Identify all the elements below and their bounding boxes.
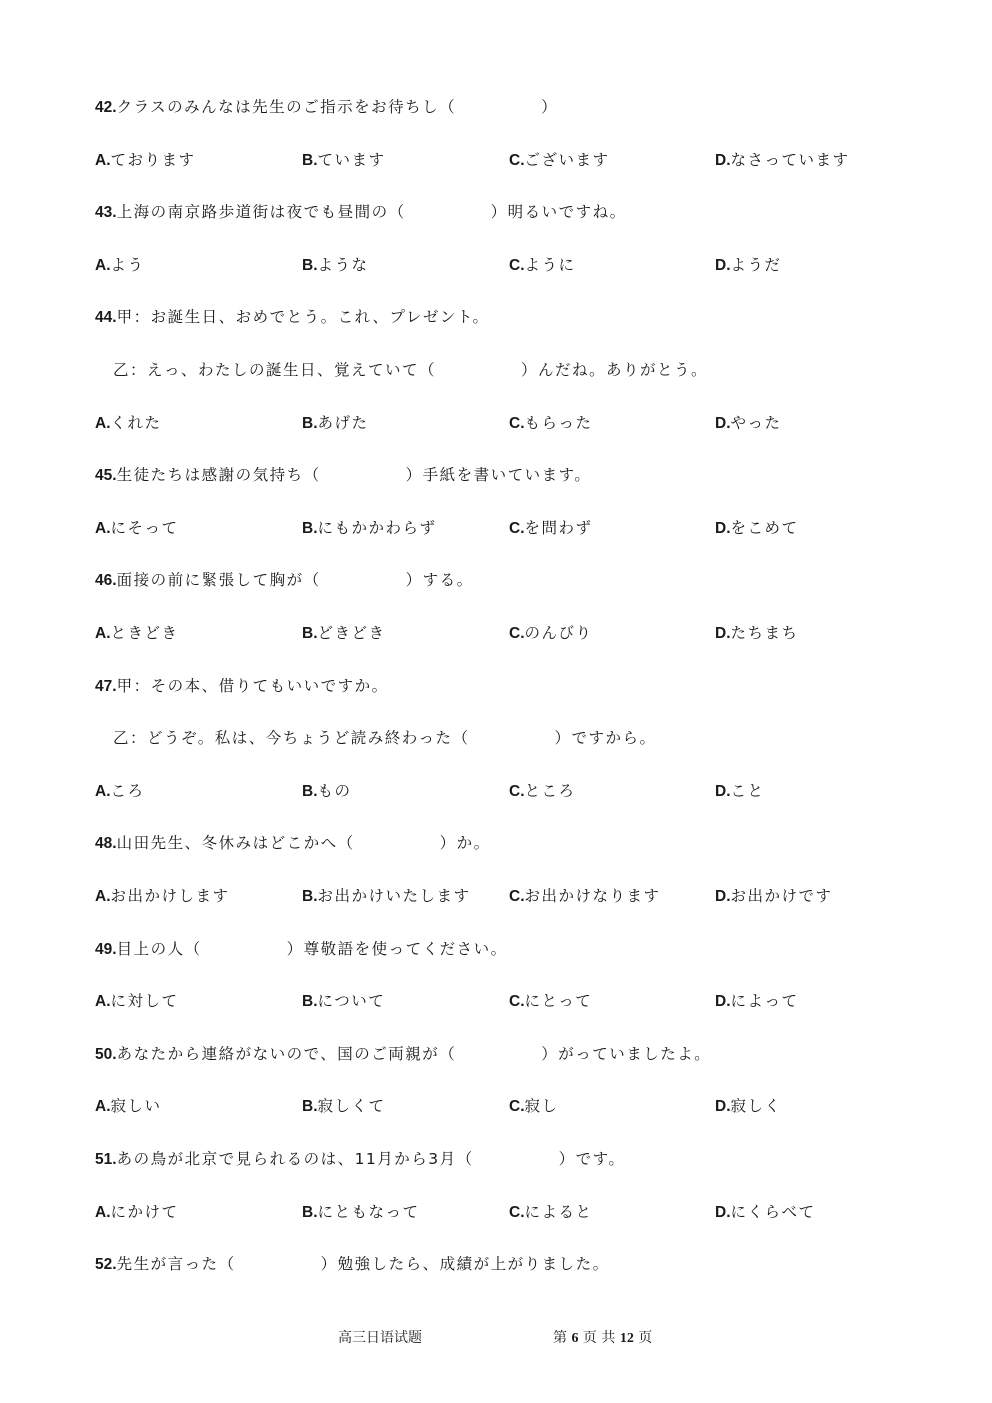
option-text: ような [317,256,369,274]
option-letter: D. [715,415,731,432]
option-text: 寂し [524,1097,559,1115]
option-d [715,255,782,276]
option-letter: C. [509,993,525,1010]
option-c [509,991,592,1012]
option-text: 寂しい [110,1097,162,1115]
option-b [302,1096,386,1117]
option-letter: B. [302,1204,318,1221]
question-number: 49. [95,941,117,958]
option-letter: A. [95,1098,111,1115]
footer-page-total: 12 [619,1331,634,1346]
footer-page-prefix: 第 [553,1330,567,1346]
question-10 [95,1254,610,1275]
option-b [302,1202,420,1223]
option-text: にもかかわらず [317,519,437,537]
question-number: 52. [95,1256,117,1273]
option-letter: D. [715,257,731,274]
option-text: を問わず [524,519,593,537]
option-b [302,623,386,644]
option-letter: C. [509,783,525,800]
option-letter: D. [715,625,731,642]
option-c [509,255,576,276]
option-text: によって [730,992,799,1010]
option-text: 寂しくて [317,1097,386,1115]
option-d [715,991,799,1012]
option-letter: A. [95,1204,111,1221]
option-letter: C. [509,415,525,432]
option-letter: A. [95,993,111,1010]
option-text: お出かけです [730,887,833,905]
footer-page-mid: 页 共 [582,1330,616,1346]
option-letter: A. [95,625,111,642]
option-c [509,413,593,434]
question-number: 50. [95,1046,117,1063]
option-text: よう [110,256,145,274]
option-text: ころ [110,782,145,800]
option-a [95,623,179,644]
option-d [715,886,833,907]
question-text: 先生が言った（ ）勉強したら、成績が上がりました。 [116,1255,610,1273]
option-a [95,886,230,907]
option-text: なさっています [730,151,850,169]
option-b [302,255,369,276]
option-b [302,781,352,802]
option-text: ございます [524,151,610,169]
option-letter: C. [509,888,525,905]
option-text: ときどき [110,624,179,642]
option-letter: D. [715,993,731,1010]
option-c [509,886,661,907]
option-text: やった [730,414,782,432]
option-text: にくらべて [730,1203,816,1221]
question-number: 42. [95,99,117,116]
option-d [715,623,799,644]
option-text: 寂しく [730,1097,782,1115]
option-text: にそって [110,519,179,537]
option-d [715,150,850,171]
option-letter: A. [95,783,111,800]
option-b [302,991,385,1012]
question-8 [95,1044,711,1065]
question-text: 目上の人（ ）尊敬語を使ってください。 [116,940,508,958]
option-c [509,150,610,171]
option-a [95,413,162,434]
option-a [95,781,145,802]
option-text: たちまち [730,624,799,642]
option-c [509,1202,593,1223]
question-text: 甲：お誕生日、おめでとう。これ、プレゼント。 [116,308,490,326]
question-number: 51. [95,1151,117,1168]
option-text: について [317,992,386,1010]
question-text: クラスのみんなは先生のご指示をお待ちし（ ） [116,98,559,116]
option-letter: D. [715,1204,731,1221]
option-d [715,413,782,434]
option-b [302,150,386,171]
option-letter: B. [302,625,318,642]
option-c [509,781,576,802]
option-c [509,623,593,644]
option-a [95,518,179,539]
footer-page-number: 6 [571,1331,579,1346]
option-text: ております [110,151,196,169]
option-text: にともなって [317,1203,420,1221]
question-0 [95,97,558,118]
question-number: 47. [95,678,117,695]
option-a [95,1202,179,1223]
option-letter: A. [95,415,111,432]
option-letter: A. [95,520,111,537]
question-number: 46. [95,572,117,589]
option-text: お出かけなります [524,887,661,905]
question-number: 44. [95,309,117,326]
question-4 [95,570,474,591]
option-text: ています [317,151,386,169]
option-b [302,413,369,434]
option-letter: D. [715,783,731,800]
option-letter: B. [302,257,318,274]
option-letter: B. [302,1098,318,1115]
option-b [302,518,437,539]
option-letter: B. [302,152,318,169]
option-letter: D. [715,520,731,537]
option-text: あげた [317,414,369,432]
option-d [715,518,799,539]
option-letter: C. [509,520,525,537]
question-3 [95,465,591,486]
option-letter: D. [715,1098,731,1115]
option-letter: A. [95,257,111,274]
option-letter: A. [95,888,111,905]
question-1 [95,202,627,223]
option-c [509,1096,559,1117]
option-letter: C. [509,625,525,642]
option-letter: D. [715,888,731,905]
option-c [509,518,593,539]
question-text: あなたから連絡がないので、国のご両親が（ ）がっていましたよ。 [116,1045,712,1063]
option-d [715,1096,782,1117]
option-letter: B. [302,415,318,432]
option-text: によると [524,1203,593,1221]
option-text: もらった [524,414,593,432]
question-dialogue-line: 乙：どうぞ。私は、今ちょうど読み終わった（ ）ですから。 [113,729,657,747]
option-letter: B. [302,783,318,800]
question-text: 面接の前に緊張して胸が（ ）する。 [116,571,474,589]
option-a [95,255,145,276]
question-5 [95,676,389,697]
option-text: にとって [524,992,593,1010]
question-text: 山田先生、冬休みはどこかへ（ ）か。 [116,834,491,852]
footer-title: 高三日语试题 [338,1330,422,1346]
option-a [95,1096,162,1117]
question-number: 45. [95,467,117,484]
option-text: こと [730,782,765,800]
option-text: のんびり [524,624,593,642]
question-dialogue-line: 乙：えっ、わたしの誕生日、覚えていて（ ）んだね。ありがとう。 [113,361,709,379]
option-a [95,991,179,1012]
question-text: 生徒たちは感謝の気持ち（ ）手紙を書いています。 [116,466,592,484]
option-text: ようだ [730,256,782,274]
option-text: に対して [110,992,179,1010]
option-letter: C. [509,1204,525,1221]
option-letter: C. [509,1098,525,1115]
question-number: 48. [95,835,117,852]
option-letter: B. [302,520,318,537]
option-letter: A. [95,152,111,169]
question-9 [95,1149,625,1170]
option-text: ように [524,256,576,274]
option-d [715,781,765,802]
option-a [95,150,196,171]
option-letter: B. [302,888,318,905]
option-letter: D. [715,152,731,169]
option-letter: B. [302,993,318,1010]
option-letter: C. [509,257,525,274]
question-text: 甲：その本、借りてもいいですか。 [116,677,389,695]
option-text: をこめて [730,519,799,537]
option-text: どきどき [317,624,386,642]
option-letter: C. [509,152,525,169]
question-text: 上海の南京路歩道街は夜でも昼間の（ ）明るいですね。 [116,203,627,221]
option-text: くれた [110,414,162,432]
question-2 [95,307,489,328]
question-number: 43. [95,204,117,221]
option-text: お出かけいたします [317,887,471,905]
footer-page-suffix: 页 [638,1330,653,1346]
option-d [715,1202,816,1223]
footer-page-info [553,1327,652,1347]
option-text: もの [317,782,352,800]
option-b [302,886,471,907]
option-text: ところ [524,782,576,800]
question-6 [95,833,491,854]
question-7 [95,939,508,960]
option-text: お出かけします [110,887,230,905]
question-text: あの鳥が北京で見られるのは、11月から3月（ ）です。 [116,1150,626,1168]
option-text: にかけて [110,1203,179,1221]
